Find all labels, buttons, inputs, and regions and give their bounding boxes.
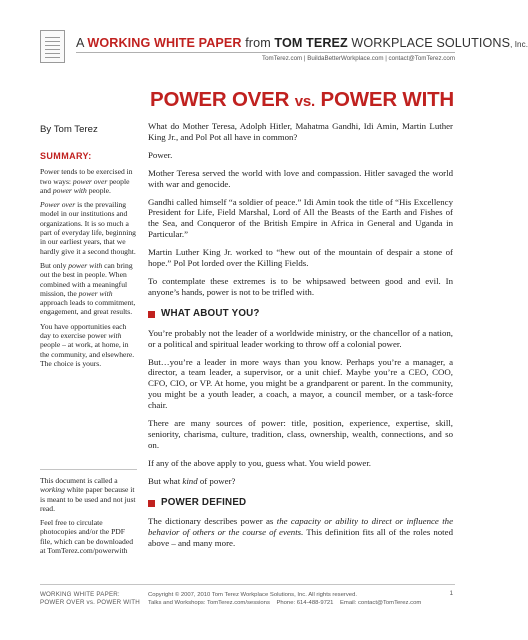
- summary-paragraph: You have opportunities each day to exercise power with people – at work, at home, in the community, and elsewhere. The choice is yours.: [40, 321, 135, 368]
- header-links: TomTerez.com | BuildaBetterWorkplace.com | contact@TomTerez.com: [261, 55, 455, 62]
- main-body: [148, 121, 453, 556]
- body-paragraph: What do Mother Teresa, Adolph Hitler, Mahatma Gandhi, Idi Amin, Martin Luther King Jr., and Pol Pot all have in common?: [148, 121, 453, 142]
- footer-divider: [40, 584, 455, 585]
- body-paragraph: Power.: [148, 149, 173, 160]
- body-paragraph: Mother Teresa served the world with love and compassion. Hitler savaged the world with war and genocide.: [148, 167, 453, 189]
- summary-paragraph: Power tends to be exercised in two ways: power over people and power with people.: [40, 167, 133, 195]
- document-icon: [40, 30, 65, 63]
- usage-note: [40, 476, 137, 560]
- body-paragraph: There are many sources of power: title, position, experience, expertise, skill, seniority, charisma, culture, tradition, class, ownership, wealth, connections, and so on.: [148, 418, 453, 450]
- body-paragraph: If any of the above apply to you, guess what. You wield power.: [148, 457, 372, 468]
- sidebar-divider: [40, 469, 137, 470]
- body-paragraph: But…you’re a leader in more ways than you know. Perhaps you’re a manager, a director, a team leader, a supervisor, or a unit chief. Maybe you’re a CEO, COO, CFO, CIO, or VP. At home, you might be a grandparent or parent. In the community, you might be a youth leader, a coach, a mayor, a council member, or a task-force chair.: [148, 356, 453, 411]
- body-paragraph: Gandhi called himself “a soldier of peace.” Idi Amin took the title of “His Excellency President for Life, Field Marshal, Lord of All the Beasts of the Earth and Fishes of the Sea, and Conqueror of the British Empire in Africa in General and Uganda in Particular.”: [148, 196, 453, 240]
- square-bullet-icon: [148, 500, 155, 507]
- body-paragraph: To contemplate these extremes is to be whipsawed between good and evil. In anyone’s hands, power is not to be trifled with.: [148, 275, 453, 297]
- section-heading: WHAT ABOUT YOU?: [148, 309, 453, 320]
- summary-paragraph: But only power with can bring out the best in people. When combined with a meaningful mission, the power with approach leads to commitment, engagement, and great results.: [40, 260, 136, 317]
- section-heading: POWER DEFINED: [148, 498, 453, 509]
- body-paragraph: But what kind of power?: [148, 475, 236, 486]
- usage-note-paragraph: Feel free to circulate photocopies and/or the PDF file, which can be downloaded at TomTerez.com/powerwith: [40, 518, 133, 556]
- page-title: POWER OVER vs. POWER WITH: [150, 88, 455, 111]
- footer-doc-title: WORKING WHITE PAPER: POWER OVER vs. POWER WITH: [40, 591, 140, 607]
- usage-note-paragraph: This document is called a working white paper because it is meant to be used and not just read.: [40, 476, 136, 513]
- body-paragraph: Martin Luther King Jr. worked to “hew out of the mountain of despair a stone of hope.” Pol Pot lorded over the Killing Fields.: [148, 247, 453, 269]
- header-divider: [76, 52, 455, 53]
- body-paragraph: You’re probably not the leader of a worldwide ministry, or the chancellor of a nation, or a political and spiritual leader working to throw off a colonial power.: [148, 327, 453, 349]
- summary-paragraph: Power over is the prevailing model in our institutions and organizations. It is so much a part of everyday life, beginning in our earliest years, that we hardly give it a second thought.: [40, 200, 136, 256]
- header-title: A WORKING WHITE PAPER from TOM TEREZ WORKPLACE SOLUTIONS, Inc.: [76, 36, 528, 50]
- page-number: 1: [449, 590, 453, 597]
- byline: By Tom Terez: [40, 124, 98, 135]
- footer-contact: Copyright © 2007, 2010 Tom Terez Workplace Solutions, Inc. All rights reserved. Talks and Workshops: TomTerez.com/sessions Phone: 614-488-9721 Email: contact@TomTerez.com: [148, 592, 422, 607]
- summary-heading: SUMMARY:: [40, 151, 92, 161]
- summary-sidebar: [40, 152, 137, 373]
- body-paragraph: The dictionary describes power as the capacity or ability to direct or influence the behavior of others or the course of events. This definition fits all of the roles noted above – and many more.: [148, 516, 454, 549]
- square-bullet-icon: [148, 311, 155, 318]
